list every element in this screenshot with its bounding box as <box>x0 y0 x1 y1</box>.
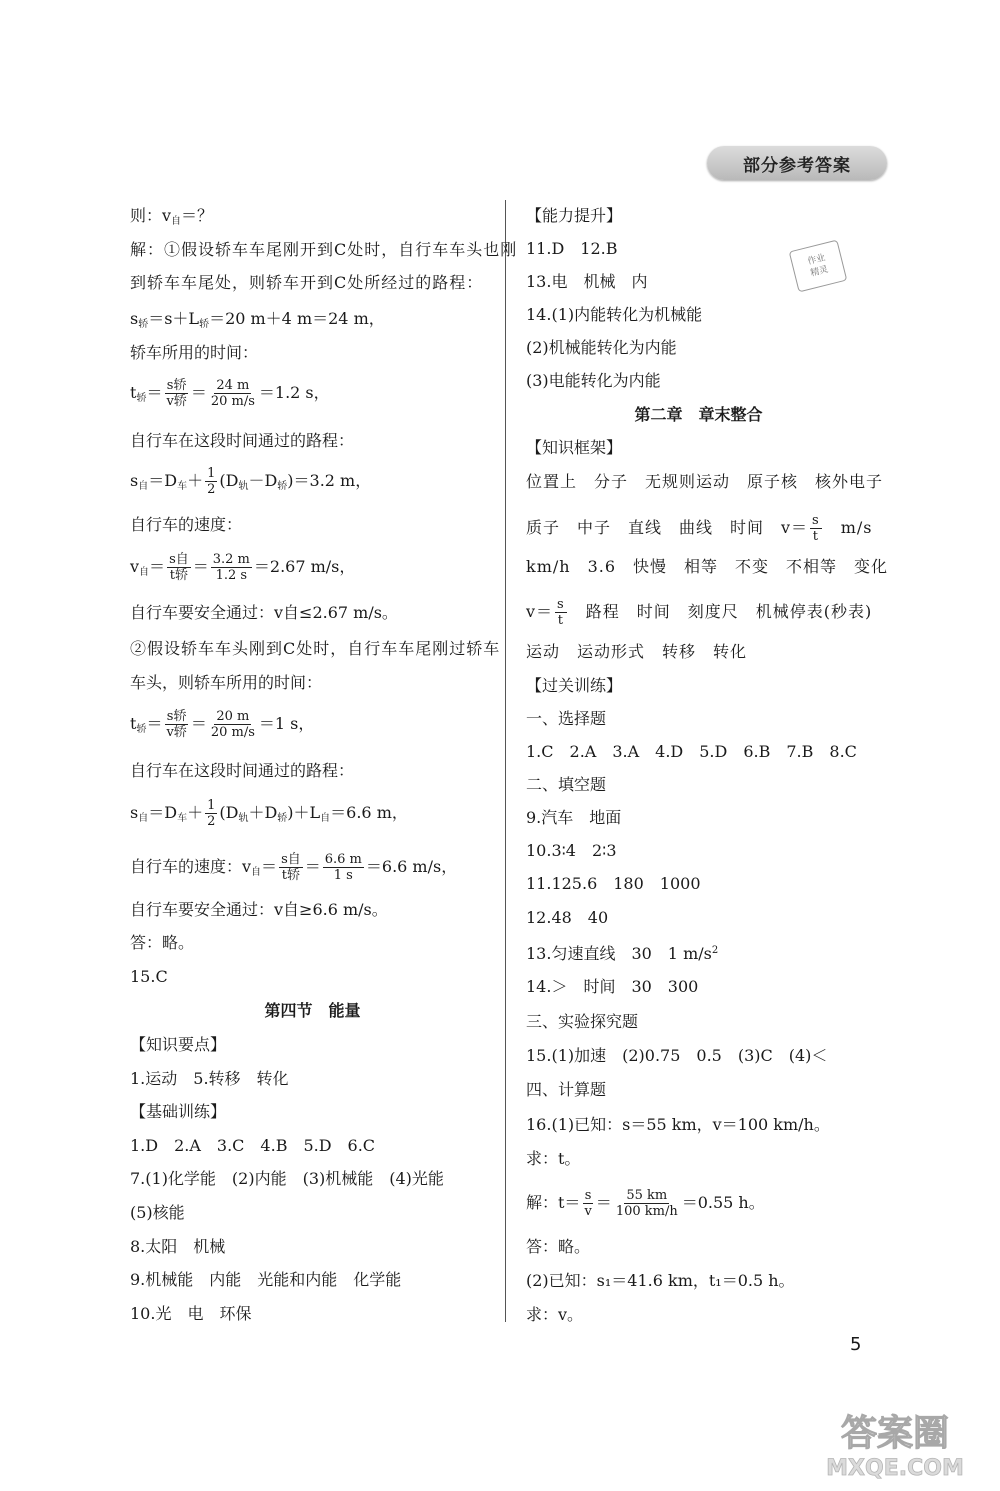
subsection-label: 【过关训练】 <box>526 676 623 695</box>
text-line: 15.C <box>130 967 168 986</box>
text-line: 12.48 40 <box>526 908 609 927</box>
chapter-heading: 第二章 章末整合 <box>634 405 763 424</box>
formula-line: 解：t＝ $\frac{s}{v}$ ＝ $\frac{55 km}{100 km/h}$ ＝0.55 h。 <box>526 1188 765 1219</box>
formula-line: 自行车的速度：$v_自=$ s自 t轿 ＝ $\frac{6.6 m}{1 s}$ ＝6.6 m/s， <box>130 852 458 883</box>
column-divider <box>505 200 506 1322</box>
text-line: 轿车所用的时间： <box>130 343 259 362</box>
watermark-logo <box>808 1405 983 1483</box>
formula-line: v＝ $\frac{s}{t}$ 路程 时间 刻度尺 机械停表(秒表) <box>526 597 873 628</box>
text-line: 自行车在这段时间通过的路程： <box>130 431 355 450</box>
text-line: 到轿车车尾处，则轿车开到C处所经过的路程： <box>130 273 484 292</box>
text-line: 则：$v_自=$？ <box>130 206 214 227</box>
text-line: 16.(1)已知：s＝55 km，v＝100 km/h。 <box>526 1115 830 1134</box>
page-number: 5 <box>850 1334 862 1355</box>
text-line: 10.3∶4 2∶3 <box>526 841 617 860</box>
text-line: 二、填空题 <box>526 775 607 794</box>
text-line: 15.(1)加速 (2)0.75 0.5 (3)C (4)＜ <box>526 1046 828 1065</box>
text-line: 14.＞ 时间 30 300 <box>526 977 699 996</box>
text-line: 自行车要安全通过：v自≥6.6 m/s。 <box>130 900 388 919</box>
text-line: 车头，则轿车所用的时间： <box>130 673 323 692</box>
text-line: 自行车要安全通过：v自≤2.67 m/s。 <box>130 603 398 622</box>
watermark-graphic <box>808 1405 983 1483</box>
text-line: (5)核能 <box>130 1203 185 1222</box>
text-line: ②假设轿车车头刚到C处时，自行车车尾刚过轿车 <box>130 639 501 658</box>
text-line: 解：①假设轿车车尾刚开到C处时，自行车车头也刚 <box>130 240 518 259</box>
text-line: (2)机械能转化为内能 <box>526 338 677 357</box>
text-line: 1.C 2.A 3.A 4.D 5.D 6.B 7.B 8.C <box>526 742 857 761</box>
text-line: 9.汽车 地面 <box>526 808 622 827</box>
text-line: (3)电能转化为内能 <box>526 371 661 390</box>
text-line: 1.D 2.A 3.C 4.B 5.D 6.C <box>130 1136 376 1155</box>
text-line: 三、实验探究题 <box>526 1012 639 1031</box>
formula-line: $s_自=D_车+$ $\frac{1}{2}$ $(D_轨-D_轿)=3.2$ m， <box>130 466 372 497</box>
section-header-tab: 部分参考答案 <box>707 146 887 180</box>
formula-line: $s_自=D_车+$ $\frac{1}{2}$ $(D_轨+D_轿)+L_自=6.6$ m， <box>130 798 408 829</box>
formula-line: 质子 中子 直线 曲线 时间 v＝ $\frac{s}{t}$ m/s <box>526 513 873 544</box>
text-line: 10.光 电 环保 <box>130 1304 252 1323</box>
subsection-label: 【知识要点】 <box>130 1035 227 1054</box>
section-heading: 第四节 能量 <box>264 1001 361 1020</box>
watermark-url: MXQE.COM <box>826 1456 964 1481</box>
text-line: 11.125.6 180 1000 <box>526 874 701 893</box>
stamp-logo <box>789 240 848 293</box>
text-line: 四、计算题 <box>526 1080 607 1099</box>
text-line: 求：t。 <box>526 1149 581 1168</box>
formula-line: $t_轿=$ s轿 v轿 ＝ $\frac{24 m}{20 m/s}$ ＝1.2 s， <box>130 378 330 409</box>
stamp-text-1: 作业 <box>806 253 827 268</box>
watermark-text: 答案圈 <box>840 1413 950 1454</box>
subsection-label: 【基础训练】 <box>130 1102 227 1121</box>
text-line: 14.(1)内能转化为机械能 <box>526 305 703 324</box>
formula-line: $s_轿=s+L_轿=20$ m＋4 m＝24 m， <box>130 309 385 330</box>
text-line: 求：v。 <box>526 1305 584 1324</box>
text-line: km/h 3.6 快慢 相等 不变 不相等 变化 <box>526 557 889 576</box>
text-line: 自行车的速度： <box>130 515 243 534</box>
text-line: 11.D 12.B <box>526 239 618 258</box>
text-line: 1.运动 5.转移 转化 <box>130 1069 289 1088</box>
stamp-text-2: 精灵 <box>809 264 830 279</box>
text-line: 9.机械能 内能 光能和内能 化学能 <box>130 1270 402 1289</box>
text-line: 自行车在这段时间通过的路程： <box>130 761 355 780</box>
text-line: 答：略。 <box>526 1237 591 1256</box>
formula-line: $t_轿=$ s轿 v轿 ＝ $\frac{20 m}{20 m/s}$ ＝1 s， <box>130 709 315 740</box>
stamp-graphic <box>790 241 846 291</box>
subsection-label: 【知识框架】 <box>526 438 623 457</box>
formula-line: $v_自=$ s自 t轿 ＝ $\frac{3.2 m}{1.2 s}$ ＝2.67 m/s， <box>130 552 356 583</box>
text-line: 13.电 机械 内 <box>526 272 648 291</box>
text-line: 位置上 分子 无规则运动 原子核 核外电子 <box>526 472 884 491</box>
text-line: 答：略。 <box>130 933 195 952</box>
text-line: 8.太阳 机械 <box>130 1237 226 1256</box>
text-line: 13.匀速直线 30 1 $m/s^2$ <box>526 944 719 963</box>
text-line: 7.(1)化学能 (2)内能 (3)机械能 (4)光能 <box>130 1169 444 1188</box>
text-line: 一、选择题 <box>526 709 607 728</box>
text-line: (2)已知：s₁＝41.6 km，t₁＝0.5 h。 <box>526 1271 795 1290</box>
subsection-label: 【能力提升】 <box>526 206 623 225</box>
text-line: 运动 运动形式 转移 转化 <box>526 642 748 661</box>
